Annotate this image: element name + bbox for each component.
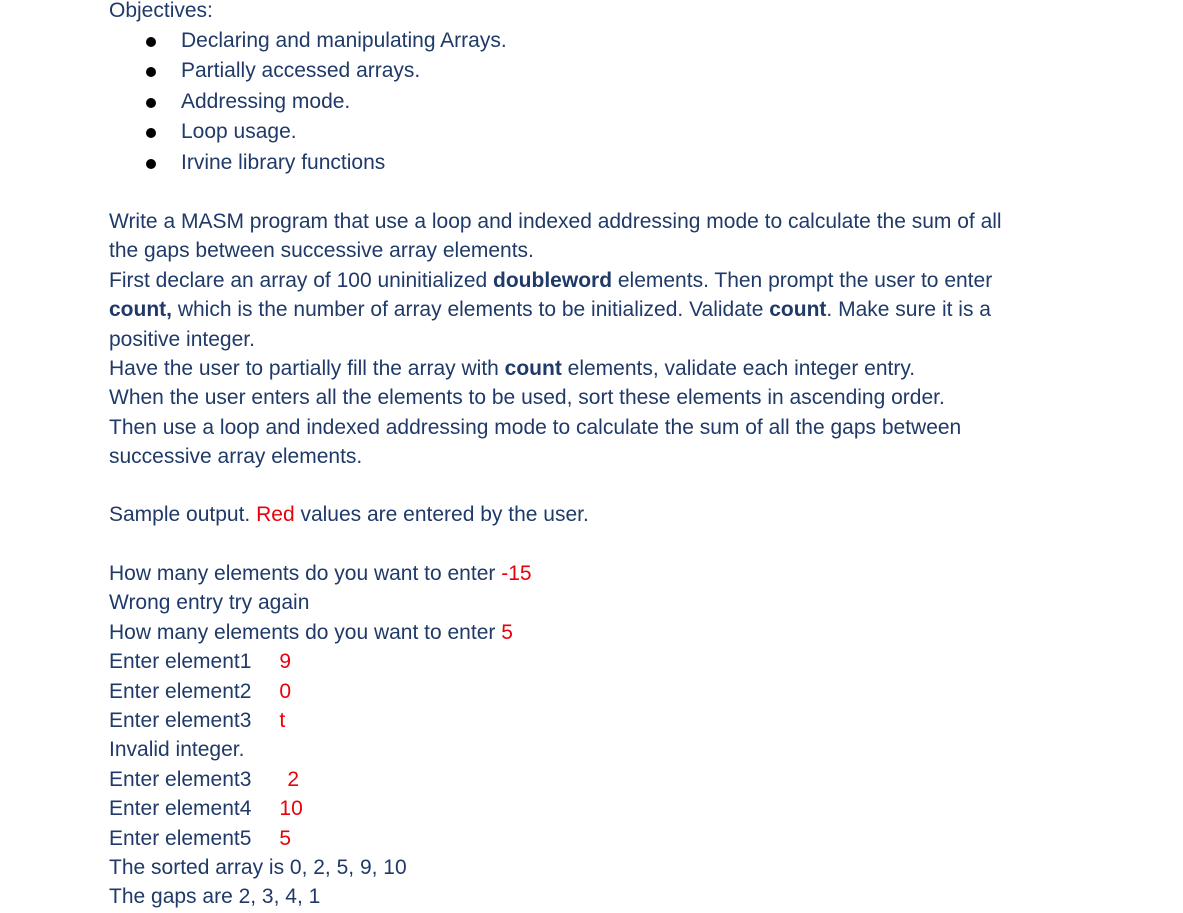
objective-item: Partially accessed arrays. [109, 56, 507, 86]
sample-line [109, 559, 532, 588]
sample-line [109, 647, 532, 676]
sample-user-value: 2 [287, 767, 300, 791]
task-line: Write a MASM program that use a loop and indexed addressing mode to calculate the sum of all [109, 210, 1002, 233]
bullet-icon [146, 159, 156, 169]
sample-user-value: 9 [279, 650, 292, 674]
keyword-doubleword: doubleword [493, 268, 613, 292]
task-description [109, 207, 1002, 472]
task-line: Have the user to partially fill the array with count elements, validate each integer entry. [109, 356, 916, 380]
sample-user-value: 5 [279, 826, 292, 850]
sample-prompt: Enter element5 [109, 826, 252, 850]
sample-prompt: Enter element3 [109, 708, 252, 732]
sample-user-value: 0 [279, 679, 292, 703]
keyword-count: count, [109, 298, 172, 322]
sample-line [109, 677, 532, 706]
sample-prompt: Enter element2 [109, 679, 252, 703]
objectives-heading: Objectives: [109, 0, 213, 22]
sample-user-value: -15 [501, 562, 532, 585]
sample-prompt: The sorted array is 0, 2, 5, 9, 10 [109, 855, 407, 879]
sample-output [109, 559, 532, 912]
sample-prompt: Enter element3 [109, 767, 252, 791]
sample-prompt: How many elements do you want to enter [109, 562, 502, 585]
sample-line [109, 618, 532, 647]
sample-output-heading: Sample output. Red values are entered by the user. [109, 503, 589, 526]
sample-prompt: Invalid integer. [109, 738, 245, 762]
task-line: When the user enters all the elements to be used, sort these elements in ascending order. [109, 386, 945, 410]
sample-prompt: Wrong entry try again [109, 591, 310, 615]
sample-prompt: The gaps are 2, 3, 4, 1 [109, 885, 321, 909]
task-line: successive array elements. [109, 445, 363, 469]
task-line: count, which is the number of array elements to be initialized. Validate count. Make sure it is a [109, 298, 991, 322]
sample-line [109, 706, 532, 735]
sample-user-value: 10 [279, 797, 303, 821]
sample-line [109, 588, 532, 617]
red-word: Red [256, 503, 295, 526]
sample-line [109, 882, 532, 911]
keyword-count: count [769, 298, 827, 322]
objective-item: Loop usage. [109, 117, 507, 147]
sample-line [109, 853, 532, 882]
sample-line [109, 824, 532, 853]
sample-line [109, 794, 532, 823]
sample-line [109, 765, 532, 794]
sample-user-value: t [279, 708, 286, 732]
objectives-list [109, 26, 507, 178]
keyword-count: count [504, 356, 562, 380]
sample-line [109, 735, 532, 764]
bullet-icon [146, 67, 156, 77]
sample-user-value: 5 [501, 620, 513, 644]
objective-item: Irvine library functions [109, 148, 507, 178]
objective-item: Declaring and manipulating Arrays. [109, 26, 507, 56]
task-line: First declare an array of 100 uninitialized doubleword elements. Then prompt the user to enter [109, 268, 993, 292]
objective-item: Addressing mode. [109, 87, 507, 117]
sample-prompt: Enter element4 [109, 797, 252, 821]
task-line: Then use a loop and indexed addressing mode to calculate the sum of all the gaps between [109, 415, 962, 439]
bullet-icon [146, 98, 156, 108]
task-line: positive integer. [109, 327, 255, 351]
sample-prompt: Enter element1 [109, 650, 252, 674]
task-line: the gaps between successive array elements. [109, 239, 534, 263]
bullet-icon [146, 128, 156, 138]
sample-prompt: How many elements do you want to enter [109, 620, 502, 644]
bullet-icon [146, 37, 156, 47]
